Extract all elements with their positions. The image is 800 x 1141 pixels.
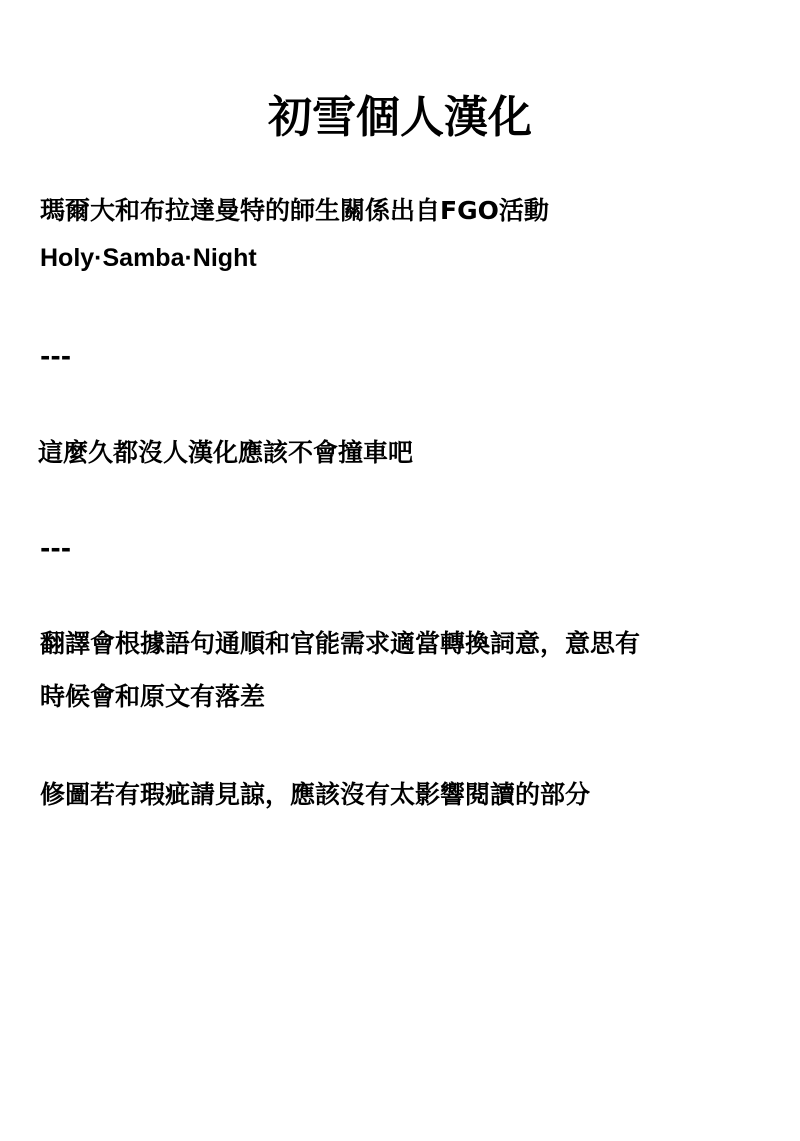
source-note-line: 瑪爾大和布拉達曼特的師生關係出自FGO活動 xyxy=(40,196,549,225)
editing-note-line: 修圖若有瑕疵請見諒，應該沒有太影響閱讀的部分 xyxy=(40,780,591,809)
separator: --- xyxy=(40,342,72,371)
translation-note-line-2: 時候會和原文有落差 xyxy=(40,682,266,711)
separator: --- xyxy=(40,534,72,563)
page-title: 初雪個人漢化 xyxy=(268,92,532,143)
translation-note-line-1: 翻譯會根據語句通順和官能需求適當轉換詞意，意思有 xyxy=(40,629,641,658)
remark-line: 這麼久都沒人漢化應該不會撞車吧 xyxy=(38,438,414,467)
event-name-line: Holy·Samba·Night xyxy=(40,244,257,272)
